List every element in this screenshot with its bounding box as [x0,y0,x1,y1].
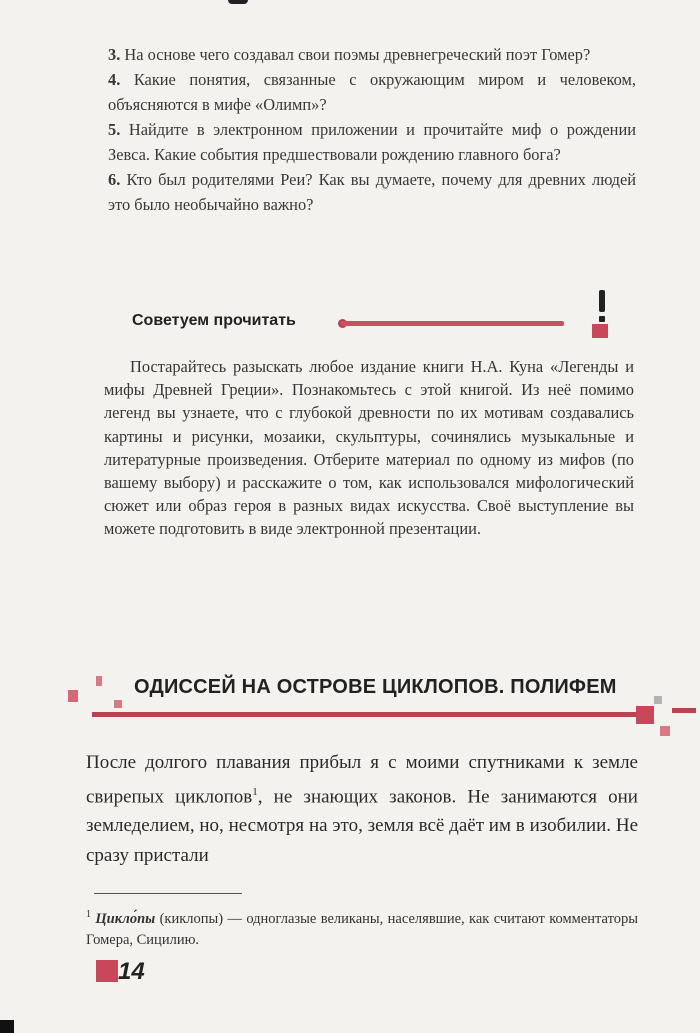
question-item: 5. Найдите в электронном приложении и прочитайте миф о рождении Зевса. Какие события предшествовали рождению главного бога? [108,120,636,164]
decor-square [68,690,78,702]
corner-mark [0,1020,14,1033]
decor-square [96,676,102,686]
heading-rule [340,321,564,326]
footnote-ref: 1 [252,785,258,798]
decor-square [654,696,662,704]
footnote: $^1$ Цикло́пы (киклопы) — одноглазые великаны, населявшие, как считают комментаторы Гомера, Сицилию. [86,909,639,948]
page-number-badge [96,960,118,982]
question-item: 6. Кто был родителями Реи? Как вы думаете, почему для древних людей это было необычайно важно? [108,170,636,214]
decor-square [114,700,122,708]
chapter-rule [92,712,652,717]
decor-square [660,726,670,736]
top-edge-mark [228,0,248,4]
question-item: 3. На основе чего создавал свои поэмы древнегреческий поэт Гомер? [108,45,591,64]
question-item: 4. Какие понятия, связанные с окружающим миром и человеком, объясняются в мифе «Олимп»? [108,70,636,114]
advise-heading: Советуем прочитать [132,312,296,329]
decor-bar [672,708,696,713]
footnote-rule [94,893,242,894]
page-number: 14 [118,958,145,985]
decor-square [636,706,654,724]
advise-paragraph: Постарайтесь разыскать любое издание книги Н.А. Куна «Легенды и мифы Древней Греции». Познакомьтесь с этой книгой. Из неё помимо легенд вы узнаете, что с глубокой древности по их мотивам создавались картины и рисунки, мозаики, скульптуры, сочинялись музыкальные и литературные произведения. Отберите материал по одному из мифов (по вашему выбору) и расскажите о том, как использовался мифологический сюжет или образ героя в разных видах искусства. Своё выступление вы можете подготовить в виде электронной презентации. [104,357,634,539]
exclamation-icon [586,290,622,340]
story-text: После долгого плавания прибыл я с моими спутниками к земле свирепых циклопов$^1$, не знающих законов. Не занимаются они земледелием, но, несмотря на это, земля всё даёт им в изобилии. Не сразу пристали [86,752,638,866]
questions-list [108,42,636,217]
chapter-title: ОДИССЕЙ НА ОСТРОВЕ ЦИКЛОПОВ. ПОЛИФЕМ [134,676,617,698]
